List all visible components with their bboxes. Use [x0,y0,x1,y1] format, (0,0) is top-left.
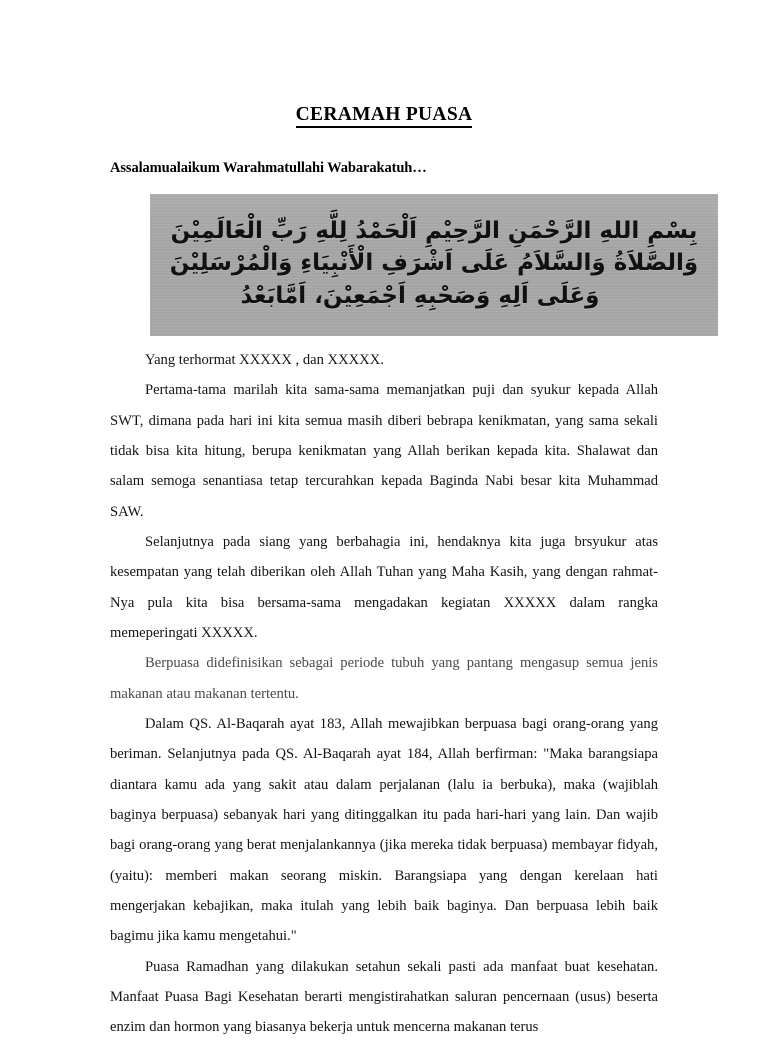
page-title-text: CERAMAH PUASA [296,104,473,128]
paragraph-selanjutnya: Selanjutnya pada siang yang berbahagia ini, hendaknya kita juga brsyukur atas kesempatan yang telah diberikan oleh Allah Tuhan yang Maha Kasih, yang dengan rahmat-Nya pula kita bisa bersama-sama mengadakan kegiatan XXXXX dalam rangka memeperingati XXXXX. [110,533,658,641]
paragraph-pertama-tama: Pertama-tama marilah kita sama-sama memanjatkan puji dan syukur kepada Allah SWT, dimana pada hari ini kita semua masih diberi bebrapa kenikmatan, yang sama sekali tidak bisa kita hitung, berupa kenikmatan yang Allah berikan kepada kita. Shalawat dan salam semoga senantiasa tetap tercurahkan kepada Baginda Nabi besar kita Muhammad SAW. [110,382,658,520]
arabic-line-3: وَعَلَى اَلِهِ وَصَحْبِهِ اَجْمَعِيْنَ، اَمَّابَعْدُ [240,283,600,310]
page-title [110,0,658,126]
paragraph-berpuasa-definisi: Berpuasa didefinisikan sebagai periode tubuh yang pantang mengasup semua jenis makanan atau makanan tertentu. [110,655,658,702]
document-content [110,0,699,1043]
salutation-line: Assalamualaikum Warahmatullahi Wabarakatuh… [110,160,427,177]
arabic-basmalah-image [150,194,718,336]
paragraph-puasa-ramadhan: Puasa Ramadhan yang dilakukan setahun sekali pasti ada manfaat buat kesehatan. Manfaat Puasa Bagi Kesehatan berarti mengistirahatkan saluran pencernaan (usus) beserta enzim dan hormon yang biasanya bekerja untuk mencerna makanan terus [110,958,658,1036]
paragraph-dalam-qs: Dalam QS. Al-Baqarah ayat 183, Allah mewajibkan berpuasa bagi orang-orang yang beriman. Selanjutnya pada QS. Al-Baqarah ayat 184, Allah berfirman: "Maka barangsiapa diantara kamu ada yang sakit atau dalam perjalanan (lalu ia berbuka), maka (wajiblah baginya berpuasa) sebanyak hari yang ditinggalkan itu pada hari-hari yang lain. Dan wajib bagi orang-orang yang berat menjalankannya (jika mereka tidak berpuasa) membayar fidyah, (yaitu): memberi makan seorang miskin. Barangsiapa yang dengan kerelaan hati mengerjakan kebajikan, maka itulah yang lebih baik baginya. Dan berpuasa lebih baik bagimu jika kamu mengetahui." [110,715,658,945]
paragraph-yang-terhormat: Yang terhormat XXXXX , dan XXXXX. [145,351,384,368]
arabic-line-1: بِسْمِ اللهِ الرَّحْمَنِ الرَّحِيْمِ اَلْحَمْدُ لِلَّهِ رَبِّ الْعَالَمِيْنَ [170,217,698,244]
arabic-image-container [150,194,718,336]
arabic-line-2: وَالصَّلاَةُ وَالسَّلاَمُ عَلَى اَشْرَفِ الْأَنْبِيَاءِ وَالْمُرْسَلِيْنَ [169,250,699,277]
body-text [110,345,658,1043]
